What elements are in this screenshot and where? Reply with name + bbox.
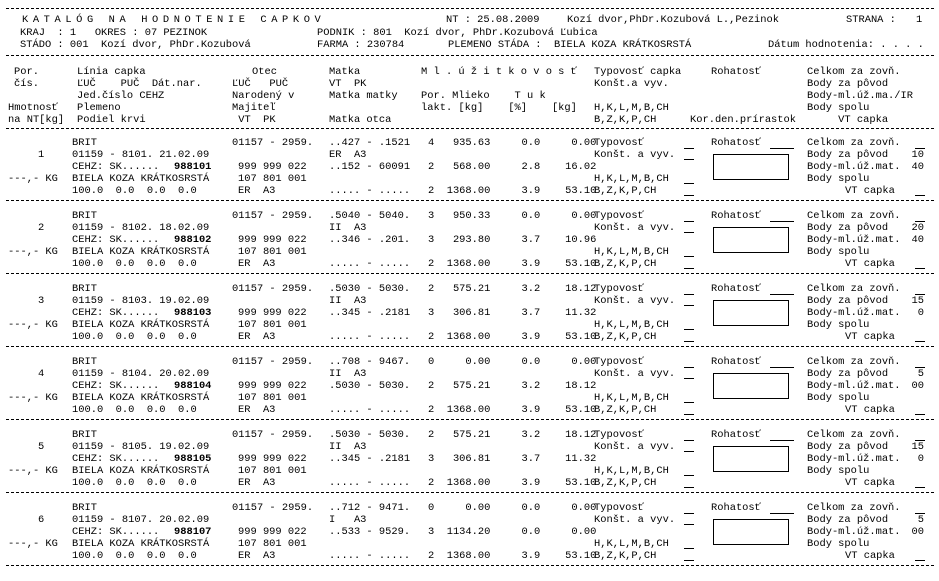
matka-id: ..427 - .1521 — [329, 137, 411, 149]
cehz-prefix: CEHZ: SK...... — [72, 526, 160, 538]
col-header-c3-3: Majiteľ — [232, 102, 276, 114]
capka-id: 01159 - 8104. 20.02.09 — [72, 368, 210, 380]
body-povod-label: Body za pôvod — [807, 441, 889, 453]
line-name: BRIT — [72, 210, 97, 222]
cehz-number: 988107 — [174, 526, 212, 538]
matka-otca: ..... - ..... — [329, 477, 411, 489]
breed: BIELA KOZA KRÁTKOSRSTÁ — [72, 173, 210, 185]
record-number: 3 — [38, 295, 45, 307]
body-ml-value: 00 — [911, 526, 924, 538]
rohatost-label: Rohatosť — [711, 283, 761, 295]
blank-field[interactable] — [684, 268, 694, 269]
blank-field[interactable] — [684, 341, 694, 342]
matka-id: ..708 - 9467. — [329, 356, 411, 368]
typovost-label: Typovosť — [594, 502, 644, 514]
farma: FARMA : 230784 — [317, 39, 405, 51]
celkom-label: Celkom za zovň. — [807, 137, 901, 149]
col-header-c4-1: VT PK — [329, 78, 367, 90]
matka-vt-pk: I A3 — [329, 514, 367, 526]
col-header-c4-4: Matka otca — [329, 114, 392, 126]
blank-field[interactable] — [915, 341, 925, 342]
col-header-c1-4: na NT[kg] — [8, 114, 65, 126]
body-povod-label: Body za pôvod — [807, 295, 889, 307]
col-header-c7-0: Rohatosť — [711, 66, 761, 78]
stado: STÁDO : 001 Kozí dvor, PhDr.Kozubová — [20, 39, 251, 51]
matka-vt-pk: II A3 — [329, 222, 367, 234]
matka-otca: ..... - ..... — [329, 331, 411, 343]
cehz-number: 988103 — [174, 307, 212, 319]
col-header-c8-4: VT capka — [807, 114, 889, 126]
otec-id: 01157 - 2959. — [232, 356, 314, 368]
cehz-prefix: CEHZ: SK...... — [72, 234, 160, 246]
blank-field[interactable] — [915, 268, 925, 269]
vt-capka-label: VT capka — [845, 550, 895, 562]
matka-otca: ..... - ..... — [329, 258, 411, 270]
bz-label: B,Z,K,P,CH — [594, 550, 657, 562]
col-header-c7-4: Kor.den.prírastok — [690, 114, 797, 126]
otec-majitel: 107 801 001 — [238, 465, 307, 477]
blank-field[interactable] — [684, 294, 694, 295]
blank-field[interactable] — [684, 232, 694, 233]
breed: BIELA KOZA KRÁTKOSRSTÁ — [72, 465, 210, 477]
otec-majitel: 107 801 001 — [238, 538, 307, 550]
col-header-c2-1: ĽUČ PUČ Dát.nar. — [77, 78, 202, 90]
ml-row-1: 2 575.21 3.2 18.12 — [428, 283, 597, 295]
record-number: 6 — [38, 514, 45, 526]
body-ml-label: Body-ml.úž.mat. — [807, 307, 901, 319]
record-separator — [6, 492, 934, 493]
matka-otca: ..... - ..... — [329, 550, 411, 562]
strana-label: STRANA : — [846, 14, 896, 26]
podiel-krvi: 100.0 0.0 0.0 0.0 — [72, 185, 197, 197]
ml-row-2: 3 306.81 3.7 11.32 — [428, 453, 597, 465]
col-header-c1-3: Hmotnosť — [8, 102, 58, 114]
body-povod-label: Body za pôvod — [807, 222, 889, 234]
ml-row-2: 3 1134.20 0.0 0.00 — [428, 526, 597, 538]
capka-id: 01159 - 8103. 19.02.09 — [72, 295, 210, 307]
blank-field[interactable] — [770, 513, 794, 514]
prirastok-input-box[interactable] — [713, 519, 789, 545]
bz-label: B,Z,K,P,CH — [594, 258, 657, 270]
otec-vt-pk: ER A3 — [238, 477, 276, 489]
blank-field[interactable] — [684, 256, 694, 257]
col-header-c3-4: VT PK — [232, 114, 276, 126]
blank-field[interactable] — [684, 402, 694, 403]
vt-capka-label: VT capka — [845, 185, 895, 197]
cehz-number: 988102 — [174, 234, 212, 246]
rohatost-label: Rohatosť — [711, 137, 761, 149]
col-header-c1-1: čís. — [14, 78, 39, 90]
ml-row-2: 2 568.00 2.8 16.02 — [428, 161, 597, 173]
body-povod-value: 20 — [911, 222, 924, 234]
konst-label: Konšt. a vyv. — [594, 368, 676, 380]
blank-field[interactable] — [684, 221, 694, 222]
celkom-label: Celkom za zovň. — [807, 429, 901, 441]
blank-field[interactable] — [770, 367, 794, 368]
celkom-label: Celkom za zovň. — [807, 356, 901, 368]
capka-id: 01159 - 8105. 19.02.09 — [72, 441, 210, 453]
ml-row-2: 3 306.81 3.7 11.32 — [428, 307, 597, 319]
body-spolu-label: Body spolu — [807, 173, 870, 185]
blank-field[interactable] — [915, 148, 925, 149]
hk-label: H,K,L,M,B,CH — [594, 173, 669, 185]
otec-id: 01157 - 2959. — [232, 137, 314, 149]
record-number: 5 — [38, 441, 45, 453]
breed: BIELA KOZA KRÁTKOSRSTÁ — [72, 246, 210, 258]
typovost-label: Typovosť — [594, 210, 644, 222]
matka-vt-pk: II A3 — [329, 368, 367, 380]
record-separator — [6, 273, 934, 274]
otec-narodeny: 999 999 022 — [238, 526, 307, 538]
body-povod-label: Body za pôvod — [807, 514, 889, 526]
breed: BIELA KOZA KRÁTKOSRSTÁ — [72, 392, 210, 404]
body-ml-label: Body-ml.úž.mat. — [807, 161, 901, 173]
blank-field[interactable] — [684, 524, 694, 525]
body-ml-value: 00 — [911, 380, 924, 392]
weight-kg: ---,- KG — [8, 538, 58, 550]
otec-majitel: 107 801 001 — [238, 392, 307, 404]
matka-matky: .5030 - 5030. — [329, 380, 411, 392]
owner-name: Kozí dvor,PhDr.Kozubová L.,Pezinok — [567, 14, 780, 26]
blank-field[interactable] — [915, 294, 925, 295]
body-ml-label: Body-ml.úž.mat. — [807, 380, 901, 392]
konst-label: Konšt. a vyv. — [594, 514, 676, 526]
col-header-c2-3: Plemeno — [77, 102, 121, 114]
celkom-label: Celkom za zovň. — [807, 502, 901, 514]
plemeno-stada: PLEMENO STÁDA : BIELA KOZA KRÁTKOSRSTÁ — [448, 39, 692, 51]
line-name: BRIT — [72, 356, 97, 368]
bz-label: B,Z,K,P,CH — [594, 185, 657, 197]
konst-label: Konšt. a vyv. — [594, 441, 676, 453]
record-number: 1 — [38, 149, 45, 161]
body-spolu-label: Body spolu — [807, 392, 870, 404]
blank-field[interactable] — [684, 378, 694, 379]
blank-field[interactable] — [770, 294, 794, 295]
podiel-krvi: 100.0 0.0 0.0 0.0 — [72, 331, 197, 343]
body-povod-label: Body za pôvod — [807, 149, 889, 161]
record-separator — [6, 565, 934, 566]
otec-majitel: 107 801 001 — [238, 173, 307, 185]
cehz-number: 988104 — [174, 380, 212, 392]
col-header-c4-0: Matka — [329, 66, 361, 78]
weight-kg: ---,- KG — [8, 392, 58, 404]
body-ml-value: 40 — [911, 234, 924, 246]
blank-field[interactable] — [770, 440, 794, 441]
breed: BIELA KOZA KRÁTKOSRSTÁ — [72, 538, 210, 550]
matka-vt-pk: ER A3 — [329, 149, 367, 161]
weight-kg: ---,- KG — [8, 173, 58, 185]
col-header-c2-0: Línia capka — [77, 66, 146, 78]
blank-field[interactable] — [915, 440, 925, 441]
breed: BIELA KOZA KRÁTKOSRSTÁ — [72, 319, 210, 331]
col-header-c8-0: Celkom za zovň. — [807, 66, 901, 78]
col-header-c6-1: Konšt.a vyv. — [594, 78, 669, 90]
cehz-prefix: CEHZ: SK...... — [72, 453, 160, 465]
col-header-c2-4: Podiel krvi — [77, 114, 146, 126]
col-header-c3-1: ĽUČ PUČ — [232, 78, 289, 90]
col-header-c2-2: Jed.číslo CEHZ — [77, 90, 165, 102]
blank-field[interactable] — [684, 159, 694, 160]
nt-date: NT : 25.08.2009 — [446, 14, 540, 26]
body-povod-value: 5 — [917, 514, 924, 526]
col-header-c5-3: lakt. [kg] [%] [kg] — [421, 102, 577, 114]
capka-id: 01159 - 8107. 20.02.09 — [72, 514, 210, 526]
body-ml-label: Body-ml.úž.mat. — [807, 526, 901, 538]
blank-field[interactable] — [684, 475, 694, 476]
matka-matky: ..533 - 9529. — [329, 526, 411, 538]
record-separator — [6, 346, 934, 347]
prirastok-input-box[interactable] — [713, 446, 789, 472]
ml-row-1: 0 0.00 0.0 0.00 — [428, 356, 597, 368]
cehz-prefix: CEHZ: SK...... — [72, 307, 160, 319]
matka-otca: ..... - ..... — [329, 404, 411, 416]
strana-value: 1 — [916, 14, 923, 26]
col-header-c1-0: Por. — [14, 66, 39, 78]
otec-majitel: 107 801 001 — [238, 246, 307, 258]
blank-field[interactable] — [684, 148, 694, 149]
celkom-label: Celkom za zovň. — [807, 283, 901, 295]
col-header-c3-2: Narodený v — [232, 90, 295, 102]
typovost-label: Typovosť — [594, 137, 644, 149]
vt-capka-label: VT capka — [845, 404, 895, 416]
bz-label: B,Z,K,P,CH — [594, 477, 657, 489]
rohatost-label: Rohatosť — [711, 210, 761, 222]
blank-field[interactable] — [770, 148, 794, 149]
podiel-krvi: 100.0 0.0 0.0 0.0 — [72, 550, 197, 562]
matka-id: .5040 - 5040. — [329, 210, 411, 222]
matka-id: .5030 - 5030. — [329, 429, 411, 441]
podnik: PODNIK : 801 Kozí dvor, PhDr.Kozubová Ľubica — [317, 27, 598, 39]
blank-field[interactable] — [684, 329, 694, 330]
hk-label: H,K,L,M,B,CH — [594, 392, 669, 404]
body-povod-value: 5 — [917, 368, 924, 380]
cehz-prefix: CEHZ: SK...... — [72, 380, 160, 392]
otec-narodeny: 999 999 022 — [238, 307, 307, 319]
ml-row-1: 2 575.21 3.2 18.12 — [428, 429, 597, 441]
otec-vt-pk: ER A3 — [238, 331, 276, 343]
matka-matky: ..152 - 60091 — [329, 161, 411, 173]
col-header-c8-3: Body spolu — [807, 102, 870, 114]
konst-label: Konšt. a vyv. — [594, 295, 676, 307]
otec-narodeny: 999 999 022 — [238, 234, 307, 246]
matka-id: ..712 - 9471. — [329, 502, 411, 514]
blank-field[interactable] — [684, 513, 694, 514]
datum-hodnotenia: Dátum hodnotenia: . . . . — [768, 39, 924, 51]
body-ml-label: Body-ml.úž.mat. — [807, 234, 901, 246]
matka-vt-pk: II A3 — [329, 441, 367, 453]
body-ml-value: 40 — [911, 161, 924, 173]
otec-id: 01157 - 2959. — [232, 429, 314, 441]
col-header-c8-2: Body-ml.úž.ma./IR — [807, 90, 914, 102]
prirastok-input-box[interactable] — [713, 373, 789, 399]
ml-row-2: 3 293.80 3.7 10.96 — [428, 234, 597, 246]
otec-id: 01157 - 2959. — [232, 502, 314, 514]
cehz-number: 988105 — [174, 453, 212, 465]
blank-field[interactable] — [684, 548, 694, 549]
capka-id: 01159 - 8101. 21.02.09 — [72, 149, 210, 161]
typovost-label: Typovosť — [594, 356, 644, 368]
body-spolu-label: Body spolu — [807, 538, 870, 550]
rohatost-label: Rohatosť — [711, 502, 761, 514]
hk-label: H,K,L,M,B,CH — [594, 538, 669, 550]
bz-label: B,Z,K,P,CH — [594, 331, 657, 343]
prirastok-input-box[interactable] — [713, 227, 789, 253]
blank-field[interactable] — [915, 221, 925, 222]
blank-field[interactable] — [684, 367, 694, 368]
vt-capka-label: VT capka — [845, 331, 895, 343]
ml-row-1: 0 0.00 0.0 0.00 — [428, 502, 597, 514]
otec-vt-pk: ER A3 — [238, 258, 276, 270]
podiel-krvi: 100.0 0.0 0.0 0.0 — [72, 404, 197, 416]
record-separator — [6, 419, 934, 420]
hk-label: H,K,L,M,B,CH — [594, 246, 669, 258]
bz-label: B,Z,K,P,CH — [594, 404, 657, 416]
blank-field[interactable] — [915, 367, 925, 368]
catalog-title: KATALÓG NA HODNOTENIE CAPKOV — [22, 14, 326, 26]
record-separator — [6, 200, 934, 201]
blank-field[interactable] — [915, 487, 925, 488]
matka-matky: ..346 - .201. — [329, 234, 411, 246]
body-ml-label: Body-ml.úž.mat. — [807, 453, 901, 465]
ml-row-4: 2 1368.00 3.9 53.10 — [428, 477, 597, 489]
ml-row-4: 2 1368.00 3.9 53.10 — [428, 550, 597, 562]
hk-label: H,K,L,M,B,CH — [594, 465, 669, 477]
prirastok-input-box[interactable] — [713, 154, 789, 180]
blank-field[interactable] — [915, 195, 925, 196]
ml-row-4: 2 1368.00 3.9 53.10 — [428, 258, 597, 270]
vt-capka-label: VT capka — [845, 258, 895, 270]
blank-field[interactable] — [684, 183, 694, 184]
weight-kg: ---,- KG — [8, 246, 58, 258]
body-ml-value: 0 — [917, 307, 924, 319]
typovost-label: Typovosť — [594, 283, 644, 295]
line-name: BRIT — [72, 429, 97, 441]
konst-label: Konšt. a vyv. — [594, 222, 676, 234]
body-povod-value: 15 — [911, 295, 924, 307]
ml-row-4: 2 1368.00 3.9 53.10 — [428, 185, 597, 197]
body-povod-value: 15 — [911, 441, 924, 453]
otec-vt-pk: ER A3 — [238, 185, 276, 197]
col-header-c6-3: H,K,L,M,B,CH — [594, 102, 669, 114]
weight-kg: ---,- KG — [8, 465, 58, 477]
matka-id: .5030 - 5030. — [329, 283, 411, 295]
record-number: 4 — [38, 368, 45, 380]
otec-vt-pk: ER A3 — [238, 550, 276, 562]
line-name: BRIT — [72, 283, 97, 295]
ml-row-2: 2 575.21 3.2 18.12 — [428, 380, 597, 392]
rohatost-label: Rohatosť — [711, 356, 761, 368]
col-header-c3-0: Otec — [252, 66, 277, 78]
otec-majitel: 107 801 001 — [238, 319, 307, 331]
blank-field[interactable] — [915, 414, 925, 415]
col-header-c6-0: Typovosť capka — [594, 66, 682, 78]
col-header-c4-2: Matka matky — [329, 90, 398, 102]
capka-id: 01159 - 8102. 18.02.09 — [72, 222, 210, 234]
matka-otca: ..... - ..... — [329, 185, 411, 197]
col-header-c5-2: Por. Mlieko T u k — [421, 90, 546, 102]
col-header-c5-0: M l . ú ž i t k o v o s ť — [421, 66, 577, 78]
body-povod-label: Body za pôvod — [807, 368, 889, 380]
body-spolu-label: Body spolu — [807, 465, 870, 477]
blank-field[interactable] — [684, 451, 694, 452]
podiel-krvi: 100.0 0.0 0.0 0.0 — [72, 477, 197, 489]
konst-label: Konšt. a vyv. — [594, 149, 676, 161]
matka-matky: ..345 - .2181 — [329, 453, 411, 465]
blank-field[interactable] — [684, 305, 694, 306]
kraj-okres: KRAJ : 1 OKRES : 07 PEZINOK — [20, 27, 208, 39]
blank-field[interactable] — [684, 414, 694, 415]
blank-field[interactable] — [684, 195, 694, 196]
body-povod-value: 10 — [911, 149, 924, 161]
hk-label: H,K,L,M,B,CH — [594, 319, 669, 331]
otec-narodeny: 999 999 022 — [238, 453, 307, 465]
record-number: 2 — [38, 222, 45, 234]
otec-narodeny: 999 999 022 — [238, 161, 307, 173]
blank-field[interactable] — [684, 560, 694, 561]
otec-narodeny: 999 999 022 — [238, 380, 307, 392]
ml-row-1: 4 935.63 0.0 0.00 — [428, 137, 597, 149]
cehz-number: 988101 — [174, 161, 212, 173]
blank-field[interactable] — [915, 513, 925, 514]
matka-vt-pk: II A3 — [329, 295, 367, 307]
ml-row-4: 2 1368.00 3.9 53.10 — [428, 404, 597, 416]
otec-id: 01157 - 2959. — [232, 210, 314, 222]
blank-field[interactable] — [684, 487, 694, 488]
blank-field[interactable] — [915, 560, 925, 561]
typovost-label: Typovosť — [594, 429, 644, 441]
body-spolu-label: Body spolu — [807, 319, 870, 331]
ml-row-4: 2 1368.00 3.9 53.10 — [428, 331, 597, 343]
rohatost-label: Rohatosť — [711, 429, 761, 441]
ml-row-1: 3 950.33 0.0 0.00 — [428, 210, 597, 222]
otec-vt-pk: ER A3 — [238, 404, 276, 416]
prirastok-input-box[interactable] — [713, 300, 789, 326]
line-name: BRIT — [72, 502, 97, 514]
otec-id: 01157 - 2959. — [232, 283, 314, 295]
podiel-krvi: 100.0 0.0 0.0 0.0 — [72, 258, 197, 270]
body-ml-value: 0 — [917, 453, 924, 465]
weight-kg: ---,- KG — [8, 319, 58, 331]
matka-matky: ..345 - .2181 — [329, 307, 411, 319]
body-spolu-label: Body spolu — [807, 246, 870, 258]
blank-field[interactable] — [684, 440, 694, 441]
blank-field[interactable] — [770, 221, 794, 222]
cehz-prefix: CEHZ: SK...... — [72, 161, 160, 173]
col-header-c8-1: Body za pôvod — [807, 78, 889, 90]
celkom-label: Celkom za zovň. — [807, 210, 901, 222]
col-header-c6-4: B,Z,K,P,CH — [594, 114, 657, 126]
line-name: BRIT — [72, 137, 97, 149]
vt-capka-label: VT capka — [845, 477, 895, 489]
